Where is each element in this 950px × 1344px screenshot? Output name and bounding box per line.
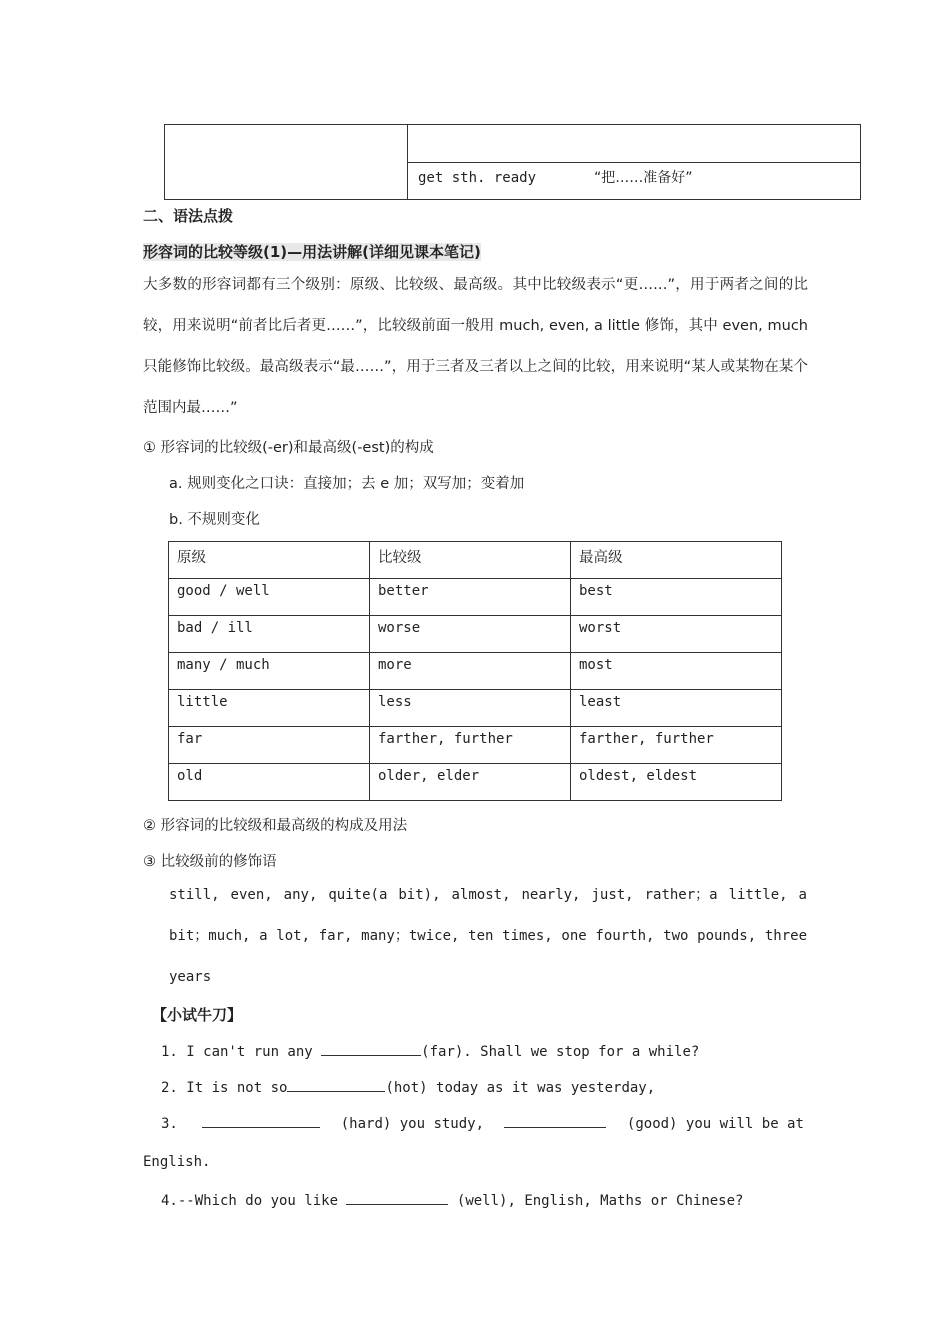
answer-blank[interactable]	[321, 1041, 421, 1056]
table-cell: older, elder	[370, 764, 571, 801]
table-cell: less	[370, 690, 571, 727]
table-cell: little	[169, 690, 370, 727]
vocab-meaning: “把……准备好”	[594, 170, 693, 186]
table-cell: best	[571, 579, 782, 616]
point-1a: a. 规则变化之口诀：直接加；去 e 加；双写加；变着加	[169, 476, 525, 492]
irregular-forms-table	[168, 541, 782, 801]
table-cell: more	[370, 653, 571, 690]
answer-blank[interactable]	[346, 1190, 448, 1205]
table-row	[169, 653, 782, 690]
table-cell: least	[571, 690, 782, 727]
exercise-text: (well), English, Maths or Chinese?	[456, 1193, 744, 1209]
table-cell: good / well	[169, 579, 370, 616]
exercise-4	[161, 1190, 743, 1209]
point-3: ③ 比较级前的修饰语	[143, 854, 277, 870]
section-title: 二、语法点拨	[143, 207, 234, 225]
exercise-text: (hot) today as it was yesterday,	[385, 1080, 656, 1096]
answer-blank[interactable]	[287, 1077, 385, 1092]
vocab-table-row-divider	[407, 162, 861, 163]
vocab-phrase: get sth. ready	[418, 170, 537, 186]
exercise-3	[161, 1113, 807, 1132]
header-superlative: 最高级	[571, 542, 782, 579]
answer-blank[interactable]	[202, 1113, 320, 1128]
point-1: ① 形容词的比较级(-er)和最高级(-est)的构成	[143, 440, 434, 456]
exercise-3-continued: English.	[143, 1154, 211, 1170]
table-cell: oldest, eldest	[571, 764, 782, 801]
table-row	[169, 690, 782, 727]
practice-title: 【小试牛刀】	[152, 1006, 243, 1024]
exercise-text: 1. I can't run any	[161, 1044, 313, 1060]
exercise-text: 4.--Which do you like	[161, 1193, 339, 1209]
table-header-row	[169, 542, 782, 579]
table-row	[169, 579, 782, 616]
header-comparative: 比较级	[370, 542, 571, 579]
vocab-table-row	[418, 167, 693, 187]
exercise-text: (hard) you study,	[340, 1116, 485, 1132]
table-cell: most	[571, 653, 782, 690]
table-row	[169, 764, 782, 801]
table-cell: better	[370, 579, 571, 616]
exercise-2	[161, 1077, 655, 1096]
header-positive: 原级	[169, 542, 370, 579]
exercise-1	[161, 1041, 699, 1060]
point-1b: b. 不规则变化	[169, 512, 260, 528]
table-cell: old	[169, 764, 370, 801]
table-row	[169, 727, 782, 764]
exercise-text: (far). Shall we stop for a while?	[421, 1044, 700, 1060]
table-cell: farther, further	[370, 727, 571, 764]
table-cell: worse	[370, 616, 571, 653]
table-cell: farther, further	[571, 727, 782, 764]
topic-title: 形容词的比较等级(1)—用法讲解(详细见课本笔记)	[143, 243, 481, 261]
exercise-text: (good) you will be at	[626, 1116, 804, 1132]
modifier-list: still, even, any, quite(a bit), almost, nearly, just, rather；a little, a bit；much, a lot, far, many；twice, ten times, one fourth, two pounds, three years	[169, 887, 807, 985]
intro-paragraph: 大多数的形容词都有三个级别：原级、比较级、最高级。其中比较级表示“更……”，用于两者之间的比较，用来说明“前者比后者更……”，比较级前面一般用 much, even, a little 修饰，其中 even, much 只能修饰比较级。最高级表示“最……”，用于三者及三者以上之间的比较，用来说明“某人或某物在某个范围内最……”	[143, 277, 808, 416]
exercise-text: 3.	[161, 1116, 178, 1132]
table-cell: far	[169, 727, 370, 764]
table-cell: many / much	[169, 653, 370, 690]
table-cell: worst	[571, 616, 782, 653]
answer-blank[interactable]	[504, 1113, 606, 1128]
exercise-text: 2. It is not so	[161, 1080, 288, 1096]
point-2: ② 形容词的比较级和最高级的构成及用法	[143, 818, 408, 834]
table-row	[169, 616, 782, 653]
table-cell: bad / ill	[169, 616, 370, 653]
